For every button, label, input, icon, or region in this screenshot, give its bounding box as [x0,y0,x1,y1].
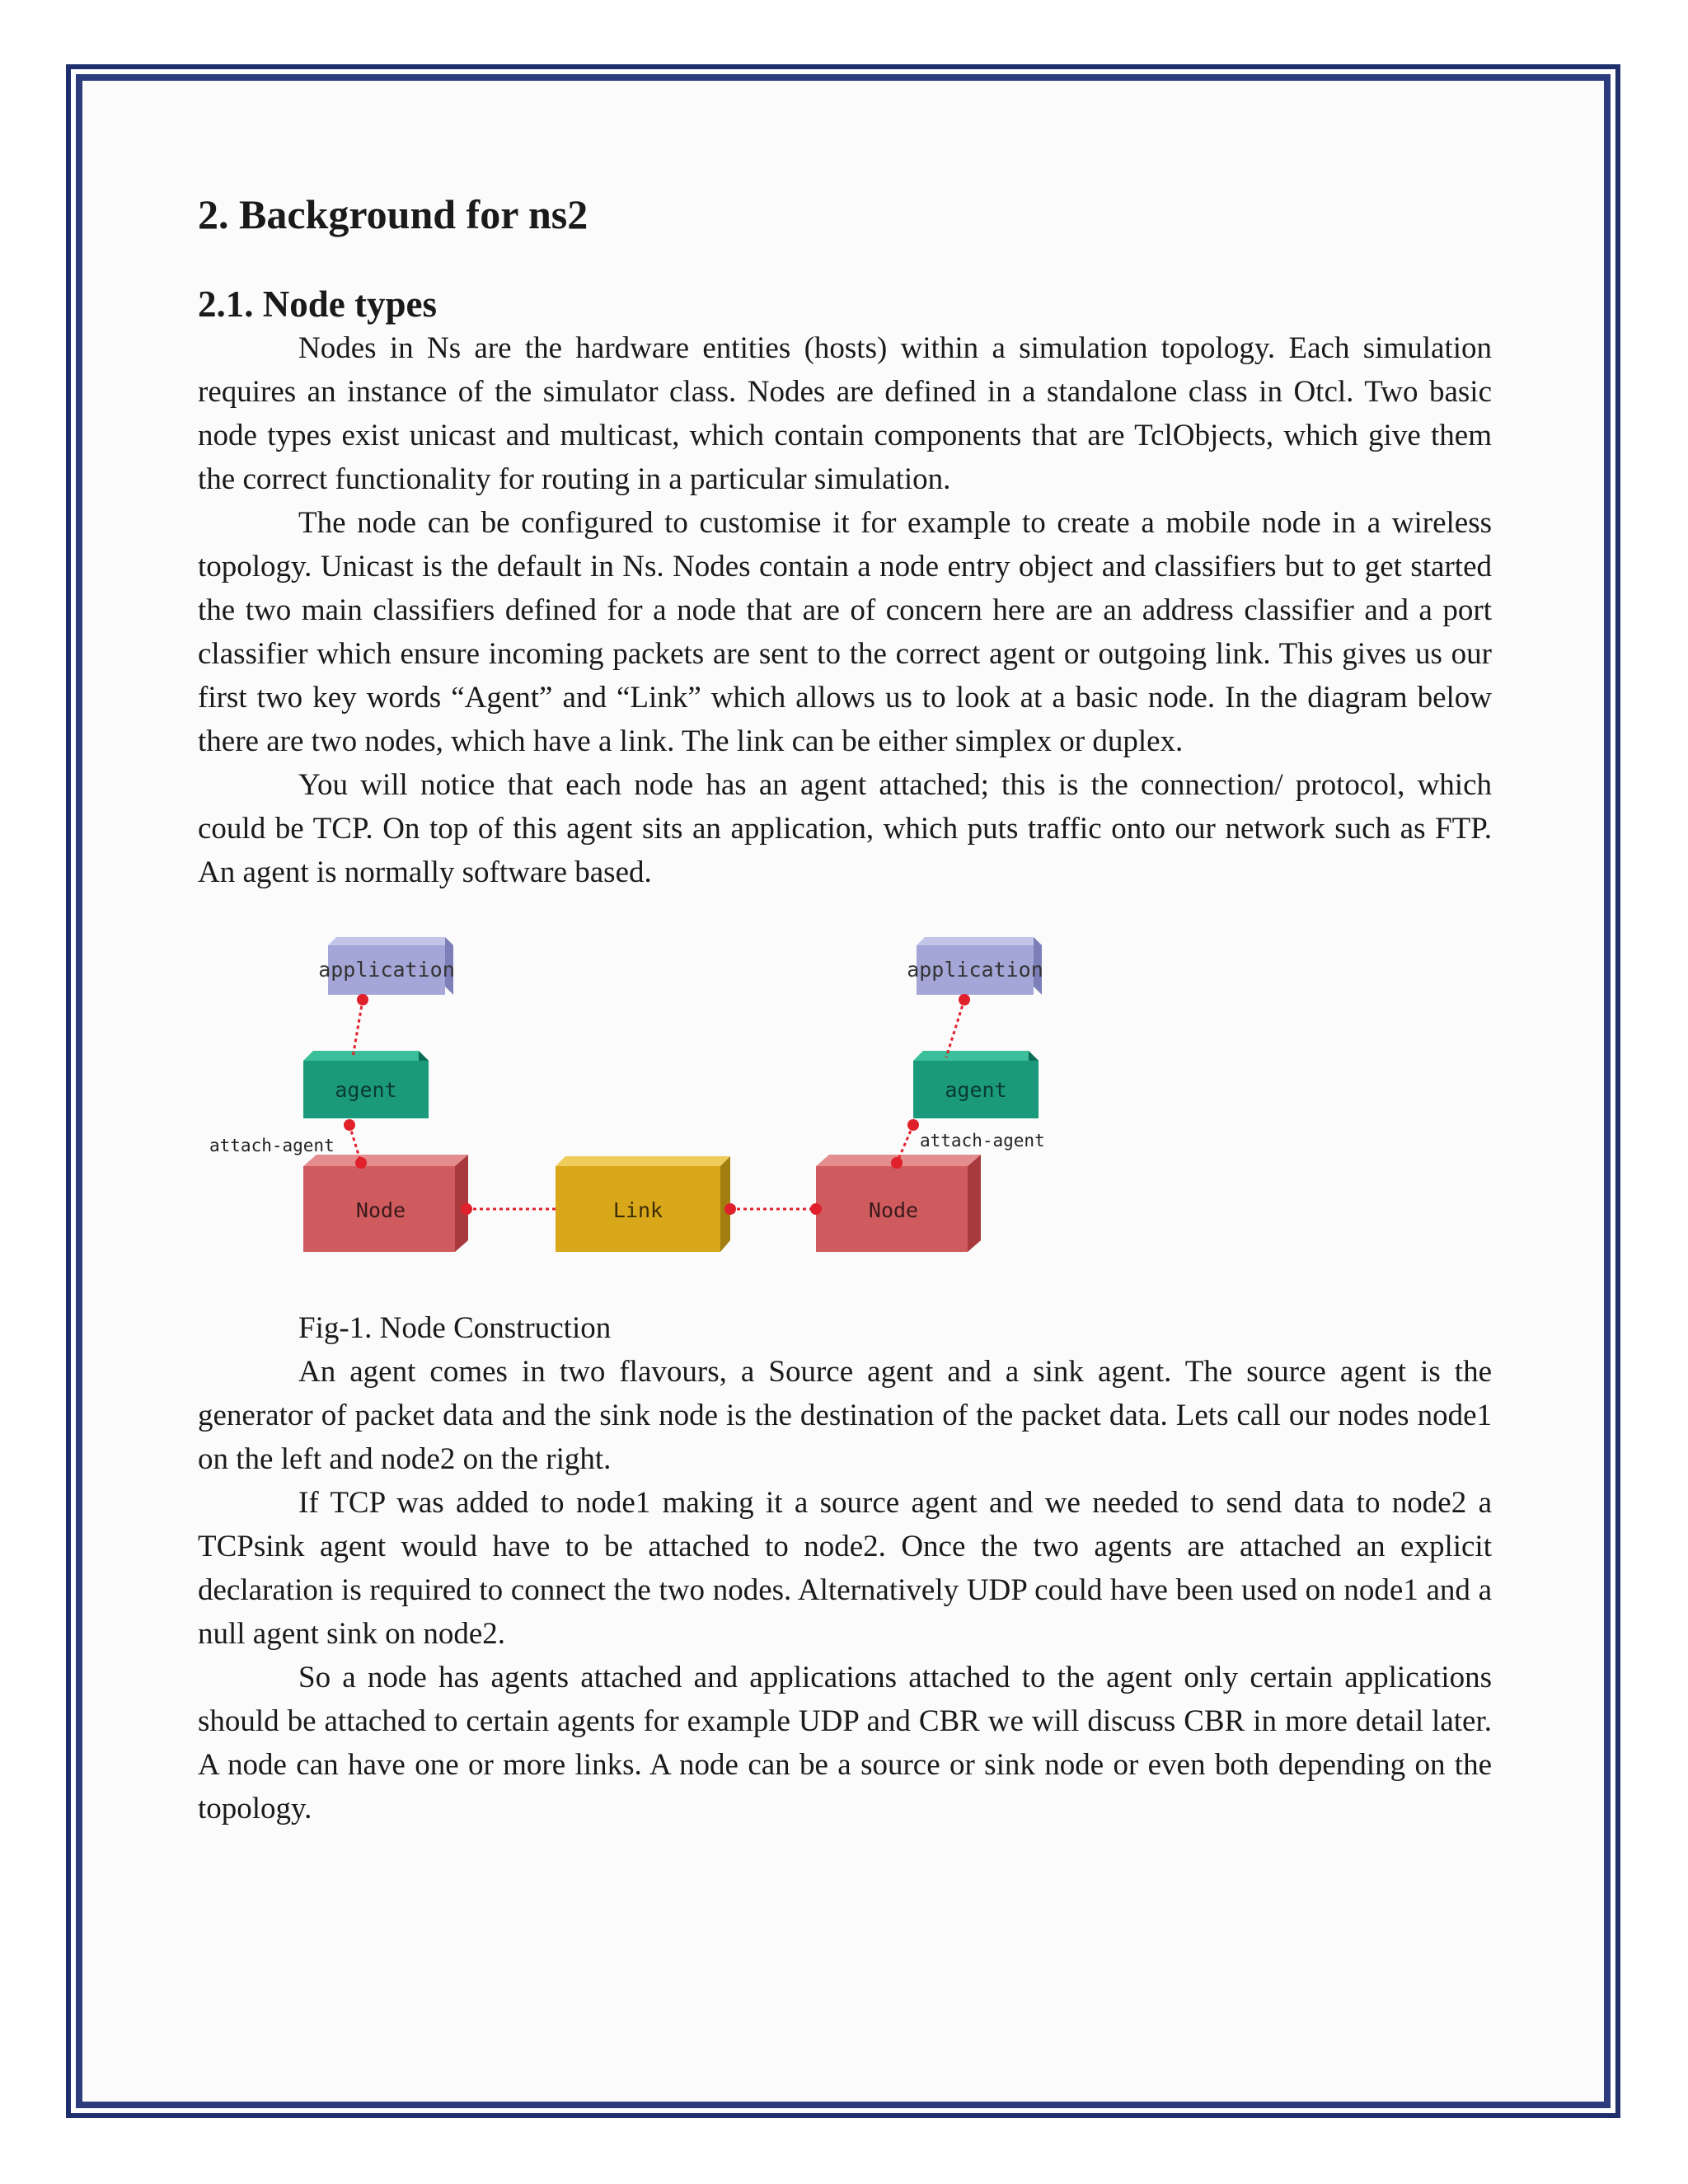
dot-agent-right [907,1119,919,1131]
paragraph-agent-flavours: An agent comes in two flavours, a Source agent and a sink agent. The source agent is the generator of packet data and the sink node is the destination of the packet data. Lets call our nodes node1 on the left and node2 on the right. [198,1355,1492,1476]
page-content [198,190,1492,1830]
node-label-right: Node [868,1198,919,1222]
node-construction-figure [206,927,1113,1298]
node-block-right [816,1155,981,1252]
link-block [556,1156,730,1252]
agent-block-left [303,1051,429,1118]
connector-app-agent-left [353,1000,363,1057]
agent-block-right [913,1051,1039,1118]
subsection-heading: 2.1. Node types [198,284,437,325]
dot-agent-left [344,1119,355,1131]
paragraph-agent-intro: You will notice that each node has an agent attached; this is the connection/ protocol, which could be TCP. On top of this agent sits an application, which puts traffic onto our network such as FTP. An agent is normally software based. [198,768,1492,889]
dot-node-right-side-left [461,1203,472,1215]
application-label-right: application [907,958,1043,982]
dot-node-left-side-right [810,1203,822,1215]
dot-node-top-right [891,1157,903,1169]
node-diagram [206,927,1113,1298]
application-block-left [318,937,455,995]
dot-link-right-side [724,1203,736,1215]
figure-caption: Fig-1. Node Construction [298,1311,612,1345]
attach-agent-label-right: attach-agent [920,1131,1045,1151]
dot-node-top-left [355,1157,367,1169]
dot-app-left [357,994,368,1005]
paragraph-node-summary: So a node has agents attached and applications attached to the agent only certain applications should be attached to certain agents for example UDP and CBR we will discuss CBR in more detail later. A node can have one or more links. A node can be a source or sink node or even both depending on the topology. [198,1661,1492,1825]
attach-agent-label-left: attach-agent [209,1136,335,1155]
section-heading: 2. Background for ns2 [198,191,588,237]
dot-app-right [959,994,970,1005]
node-block-left [303,1155,468,1252]
paragraph-node-intro: Nodes in Ns are the hardware entities (hosts) within a simulation topology. Each simulation requires an instance of the simulator class. Nodes are defined in a standalone class in Otcl. Two basic node types exist unicast and multicast, which contain components that are TclObjects, which give them the correct functionality for routing in a particular simulation. [198,331,1492,496]
connector-app-agent-right [946,1000,964,1057]
application-block-right [907,937,1043,995]
link-label: Link [612,1198,663,1222]
agent-label-left: agent [335,1078,397,1102]
application-label-left: application [318,958,455,982]
paragraph-node-config: The node can be configured to customise it for example to create a mobile node in a wireless topology. Unicast is the default in Ns. Nodes contain a node entry object and classifiers but to get started the two main classifiers defined for a node that are of concern here are an address classifier and a port classifier which ensure incoming packets are sent to the correct agent or outgoing link. This gives us our first two key words “Agent” and “Link” which allows us to look at a basic node. In the diagram below there are two nodes, which have a link. The link can be either simplex or duplex. [198,506,1492,758]
paragraph-tcp-example: If TCP was added to node1 making it a source agent and we needed to send data to node2 a TCPsink agent would have to be attached to node2. Once the two agents are attached an explicit declaration is required to connect the two nodes. Alternatively UDP could have been used on node1 and a null agent sink on node2. [198,1486,1492,1651]
agent-label-right: agent [945,1078,1007,1102]
node-label-left: Node [355,1198,406,1222]
